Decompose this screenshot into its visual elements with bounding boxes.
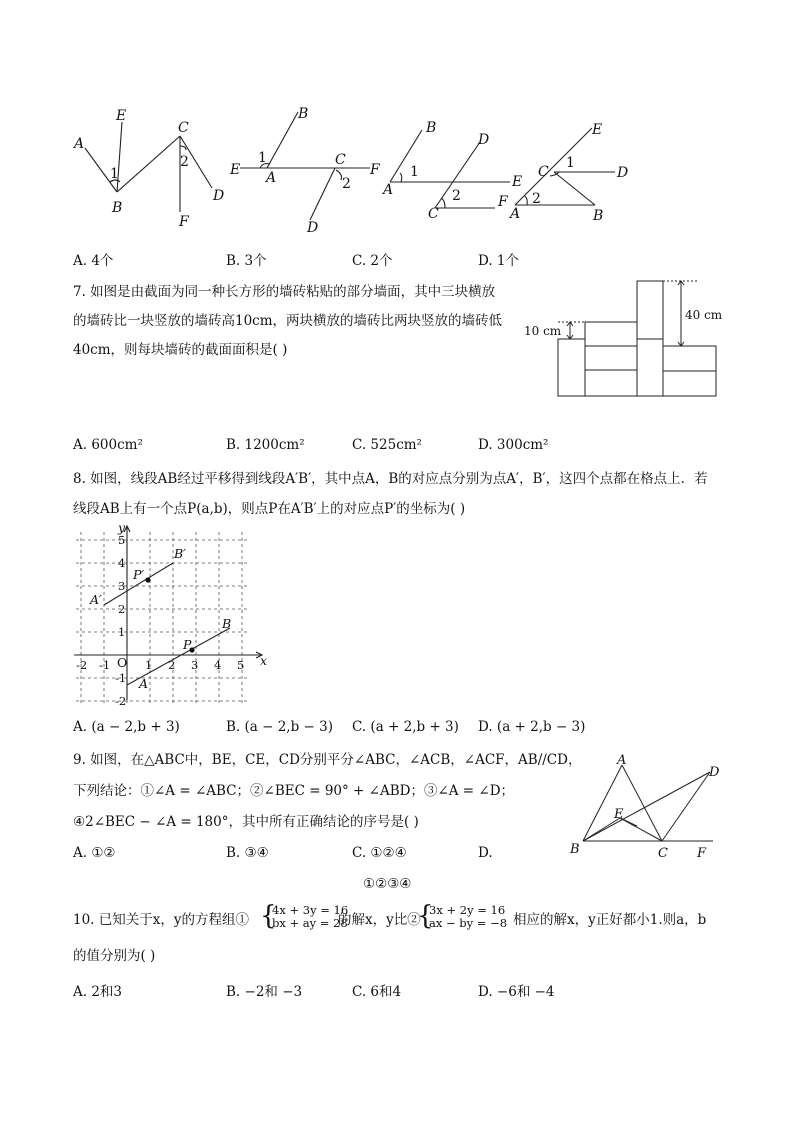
q7-line-1: 7. 如图是由截面为同一种长方形的墙砖粘贴的部分墙面，其中三块横放	[73, 284, 496, 300]
q10-option-c[interactable]: C. 6和4	[352, 984, 402, 1000]
q6-option-a[interactable]: A. 4个	[73, 253, 114, 269]
y-axis-label: y	[118, 520, 126, 535]
label: E	[614, 807, 624, 822]
q8-coordinate-grid	[70, 520, 270, 705]
y-tick-label: 5	[118, 533, 126, 547]
label: 2	[342, 176, 351, 192]
x-tick-label: 1	[145, 658, 153, 672]
label: 1	[110, 166, 119, 182]
label: 1	[258, 150, 267, 166]
q9-option-b[interactable]: B. ③④	[226, 845, 269, 861]
origin-label: O	[117, 655, 128, 670]
y-tick-label: -1	[115, 671, 127, 685]
q7-option-d[interactable]: D. 300cm²	[478, 437, 549, 453]
system-2-eq-1: 3x + 2y = 16	[429, 903, 506, 917]
q7-option-c[interactable]: C. 525cm²	[352, 437, 422, 453]
label: D	[617, 165, 629, 181]
label: 2	[532, 191, 541, 207]
dimension-label-40cm: 40 cm	[685, 308, 723, 322]
q9-option-d-content: ①②③④	[363, 876, 412, 892]
label: D	[709, 765, 720, 780]
label: 1	[566, 155, 575, 171]
point-p-label: P	[183, 637, 192, 652]
brace-2: {	[417, 901, 434, 931]
q7-option-a[interactable]: A. 600cm²	[73, 437, 143, 453]
q8-option-c[interactable]: C. (a + 2,b + 3)	[352, 719, 459, 735]
q8-option-b[interactable]: B. (a − 2,b − 3)	[226, 719, 333, 735]
y-tick-label: 1	[118, 625, 126, 639]
q6-figures	[60, 100, 750, 235]
y-tick-label: 2	[118, 602, 126, 616]
q7-line-2: 的墙砖比一块竖放的墙砖高10cm，两块横放的墙砖比两块竖放的墙砖低	[73, 313, 503, 329]
x-tick-label: -1	[99, 658, 111, 672]
q8-line-2: 线段AB上有一个点P(a,b)，则点P在A′B′上的对应点P′的坐标为( )	[73, 501, 466, 517]
point-a-label: A	[139, 676, 149, 691]
label: D	[307, 220, 319, 235]
q9-line-1: 9. 如图，在△ABC中，BE，CE，CD分别平分∠ABC，∠ACB，∠ACF，AB//CD，	[73, 752, 582, 768]
q8-line-1: 8. 如图，线段AB经过平移得到线段A′B′，其中点A，B的对应点分别为点A′，B′，这四个点都在格点上．若	[73, 471, 708, 487]
q6-option-b[interactable]: B. 3个	[226, 253, 267, 269]
system-1-eq-2: bx + ay = 28	[272, 916, 348, 930]
brace-1: {	[260, 901, 277, 931]
label: A	[510, 206, 521, 222]
label: F	[370, 162, 380, 178]
label: A	[74, 136, 85, 152]
label: E	[592, 122, 603, 138]
label: F	[697, 846, 707, 861]
label: B	[112, 200, 123, 216]
label: A	[617, 753, 627, 768]
label: C	[538, 164, 549, 180]
label: B	[298, 106, 309, 122]
label: C	[428, 206, 439, 222]
point-b-label: B	[222, 616, 232, 631]
q9-option-c[interactable]: C. ①②④	[352, 845, 407, 861]
label: C	[178, 120, 189, 136]
q10-prefix: 10. 已知关于x，y的方程组①	[73, 912, 250, 928]
label: 2	[452, 188, 461, 204]
q10-line-2: 的值分别为( )	[73, 948, 156, 964]
point-b-prime-label: B′	[174, 546, 187, 561]
label: A	[266, 170, 277, 186]
q6-option-c[interactable]: C. 2个	[352, 253, 393, 269]
system-2-eq-2: ax − by = −8	[429, 916, 508, 930]
x-tick-label: 2	[168, 658, 176, 672]
q10-option-a[interactable]: A. 2和3	[73, 984, 123, 1000]
point-a-prime-label: A′	[90, 592, 102, 607]
label: A	[383, 182, 394, 198]
q7-brick-wall-figure	[520, 275, 730, 400]
q7-line-3: 40cm，则每块墙砖的截面面积是( )	[73, 342, 288, 358]
q10-option-b[interactable]: B. −2和 −3	[226, 984, 303, 1000]
label: 1	[410, 164, 419, 180]
system-1-eq-1: 4x + 3y = 16	[272, 903, 349, 917]
label: B	[426, 120, 437, 136]
label: C	[335, 152, 346, 168]
y-tick-label: -2	[115, 694, 127, 705]
q9-line-3: ④2∠BEC − ∠A = 180°，其中所有正确结论的序号是( )	[73, 814, 419, 830]
dimension-label-10cm: 10 cm	[524, 324, 562, 338]
label: F	[179, 214, 189, 230]
q6-option-d[interactable]: D. 1个	[478, 253, 520, 269]
q10-middle: 的解x，y比②	[338, 912, 421, 928]
label: C	[658, 846, 668, 861]
q9-triangle-figure	[565, 752, 725, 864]
q8-option-d[interactable]: D. (a + 2,b − 3)	[478, 719, 586, 735]
q8-option-a[interactable]: A. (a − 2,b + 3)	[73, 719, 180, 735]
x-tick-label: -2	[76, 658, 88, 672]
label: E	[512, 174, 523, 190]
label: E	[230, 162, 241, 178]
q10-suffix: 相应的解x，y正好都小1.则a，b	[513, 912, 707, 928]
label: D	[213, 188, 225, 204]
y-tick-label: 4	[118, 556, 126, 570]
x-tick-label: 5	[237, 658, 245, 672]
x-tick-label: 3	[191, 658, 199, 672]
q9-option-a[interactable]: A. ①②	[73, 845, 116, 861]
label: D	[478, 132, 490, 148]
point-p-prime	[145, 577, 150, 582]
label: 2	[180, 154, 189, 170]
q9-option-d[interactable]: D.	[478, 845, 493, 861]
label: E	[116, 108, 127, 124]
label: B	[570, 842, 580, 857]
y-tick-label: 3	[118, 579, 126, 593]
q9-line-2: 下列结论：①∠A = ∠ABC；②∠BEC = 90° + ∠ABD；③∠A = ∠D；	[73, 783, 515, 799]
q10-option-d[interactable]: D. −6和 −4	[478, 984, 555, 1000]
q7-option-b[interactable]: B. 1200cm²	[226, 437, 305, 453]
label: F	[498, 194, 508, 210]
label: B	[593, 208, 604, 224]
x-axis-label: x	[260, 653, 268, 668]
point-p-prime-label: P′	[133, 567, 145, 582]
x-tick-label: 4	[214, 658, 222, 672]
